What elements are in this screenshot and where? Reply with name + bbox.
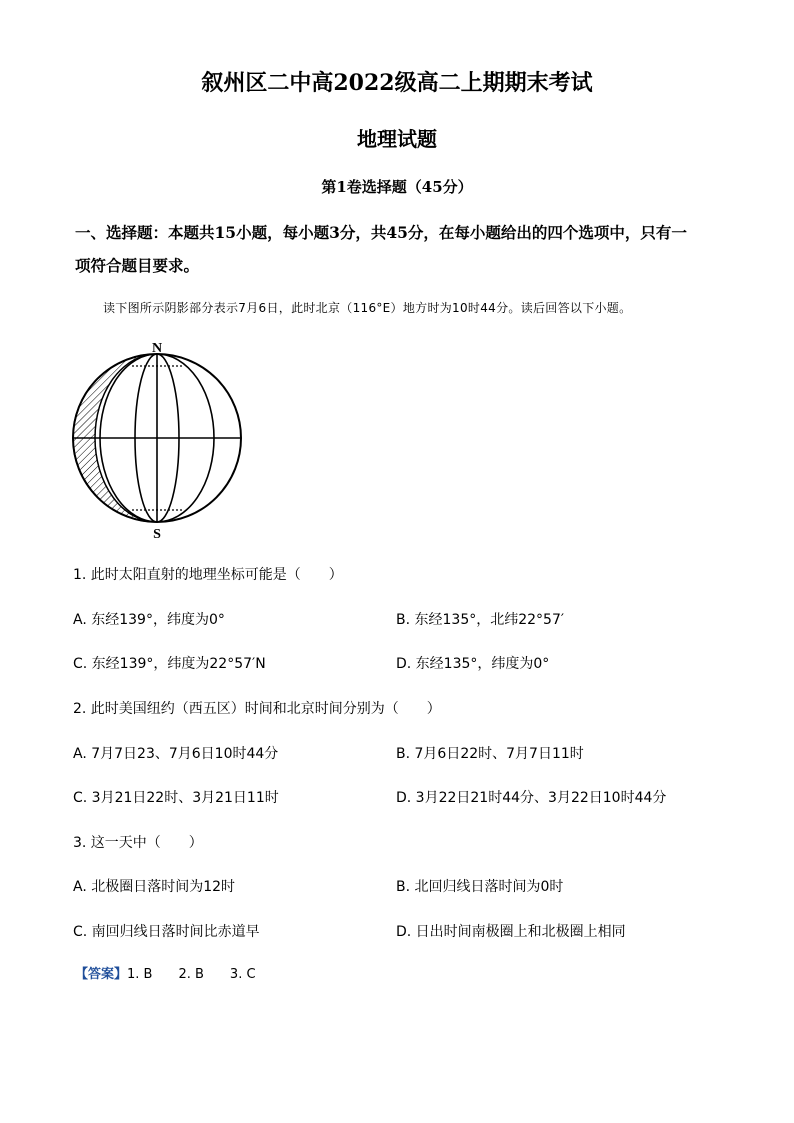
question-1-option-b[interactable]: B. 东经135°，北纬22°57′ [396,612,565,628]
exam-title: 叙州区二中高2022级高二上期期末考试 [201,70,593,96]
section-instruction-line2: 项符合题目要求。 [75,256,200,275]
question-1-option-d[interactable]: D. 东经135°，纬度为0° [396,656,550,672]
globe-figure [60,334,260,542]
question-3-option-d[interactable]: D. 日出时间南极圈上和北极圈上相同 [396,924,626,940]
question-2-option-c[interactable]: C. 3月21日22时、3月21日11时 [73,790,279,806]
question-2-option-a[interactable]: A. 7月7日23、7月6日10时44分 [73,746,279,762]
question-3-option-c[interactable]: C. 南回归线日落时间比赤道早 [73,924,260,940]
question-1-stem: 1. 此时太阳直射的地理坐标可能是（ ） [73,567,343,583]
answer-label: 【答案】 [75,967,128,982]
question-3-option-a[interactable]: A. 北极圈日落时间为12时 [73,879,236,895]
south-pole-label: S [153,527,161,542]
question-intro: 读下图所示阴影部分表示7月6日，此时北京（116°E）地方时为10时44分。读后回答以下小题。 [103,301,632,315]
question-3-stem: 3. 这一天中（ ） [73,835,203,851]
question-2-stem: 2. 此时美国纽约（西五区）时间和北京时间分别为（ ） [73,701,441,717]
north-pole-label: N [151,341,163,356]
question-2-option-b[interactable]: B. 7月6日22时、7月7日11时 [396,746,584,762]
volume-heading: 第1卷选择题（45分） [321,178,473,196]
exam-subject: 地理试题 [357,127,437,151]
answer-text: 1. B 2. B 3. C [127,967,256,982]
answer-line [75,963,256,982]
question-1-option-c[interactable]: C. 东经139°，纬度为22°57′N [73,656,266,672]
section-instruction-line1: 一、选择题：本题共15小题，每小题3分，共45分，在每小题给出的四个选项中，只有一 [75,223,687,242]
question-1-option-a[interactable]: A. 东经139°，纬度为0° [73,612,225,628]
question-2-option-d[interactable]: D. 3月22日21时44分、3月22日10时44分 [396,790,667,806]
question-3-option-b[interactable]: B. 北回归线日落时间为0时 [396,879,564,895]
